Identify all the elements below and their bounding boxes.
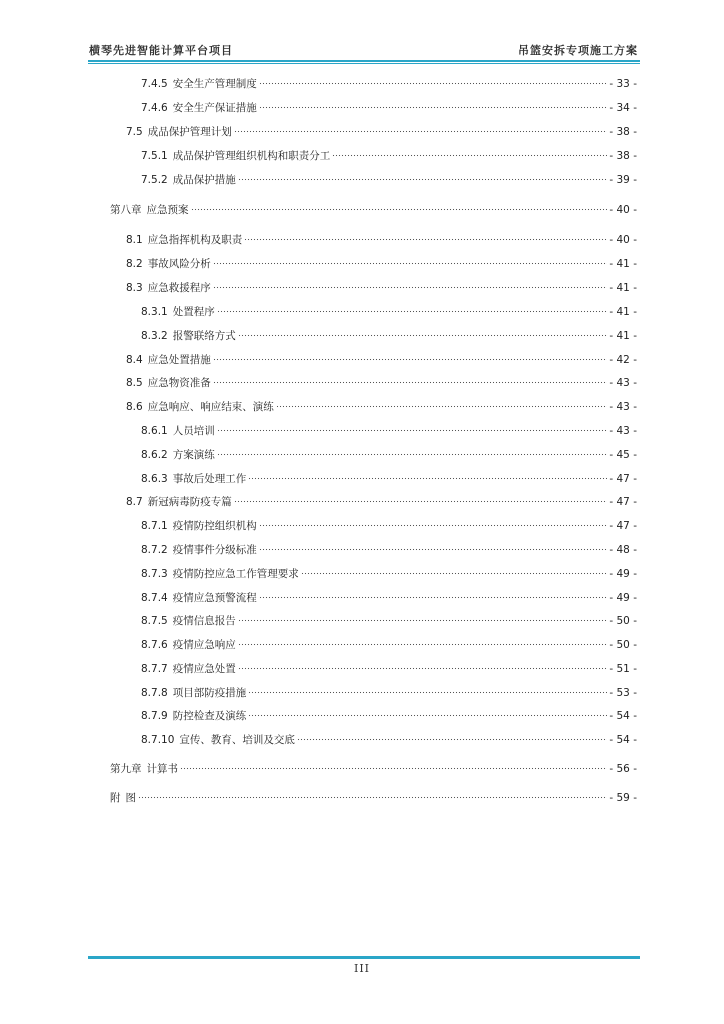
- toc-entry-title: 成品保护管理组织机构和职责分工: [172, 150, 331, 162]
- toc-entry-page: - 48 -: [609, 544, 637, 556]
- toc-entry-number: 7.5.1: [141, 150, 168, 162]
- toc-entry[interactable]: [141, 513, 637, 532]
- toc-dot-leader: [213, 370, 608, 386]
- toc-entry-page: - 54 -: [609, 710, 637, 722]
- toc-entry-page: - 42 -: [609, 354, 637, 366]
- toc-dot-leader: [332, 143, 607, 159]
- toc-dot-leader: [234, 489, 608, 505]
- toc-entry[interactable]: [141, 442, 637, 461]
- toc-entry[interactable]: [141, 537, 637, 556]
- toc-dot-leader: [217, 418, 608, 434]
- toc-entry-number: 8.7.4: [141, 592, 168, 604]
- header-rule-thin: [88, 63, 640, 64]
- toc-entry-number: 8.7.5: [141, 615, 168, 627]
- toc-entry-page: - 40 -: [609, 204, 637, 216]
- toc-entry[interactable]: [126, 119, 637, 138]
- toc-entry-number: 8.1: [126, 234, 143, 246]
- toc-entry-page: - 54 -: [609, 734, 637, 746]
- page-header-left: 横琴先进智能计算平台项目: [89, 44, 233, 57]
- toc-entry-number: 8.5: [126, 377, 143, 389]
- toc-entry-number: 7.5: [126, 126, 143, 138]
- toc-dot-leader: [180, 756, 607, 772]
- toc-entry[interactable]: [126, 251, 637, 270]
- toc-dot-leader: [297, 727, 607, 743]
- toc-entry[interactable]: [141, 680, 637, 699]
- toc-dot-leader: [276, 394, 608, 410]
- toc-entry-title: 安全生产管理制度: [172, 78, 257, 90]
- toc-dot-leader: [248, 703, 607, 719]
- toc-entry-number: 7.5.2: [141, 174, 168, 186]
- footer-rule: [88, 956, 640, 959]
- toc-entry[interactable]: [126, 489, 637, 508]
- toc-entry-number: 8.6: [126, 401, 143, 413]
- toc-entry-title: 疫情应急处置: [172, 663, 236, 675]
- toc-entry-number: 8.7: [126, 496, 143, 508]
- toc-entry-number: 第九章: [110, 763, 142, 775]
- toc-entry[interactable]: [141, 656, 637, 675]
- toc-entry-number: 8.3: [126, 282, 143, 294]
- toc-entry-number: 8.7.3: [141, 568, 168, 580]
- toc-entry[interactable]: [141, 585, 637, 604]
- toc-entry-page: - 56 -: [609, 763, 637, 775]
- toc-entry[interactable]: [141, 71, 637, 90]
- toc-entry[interactable]: [110, 197, 637, 216]
- toc-entry-title: 疫情事件分级标准: [172, 544, 257, 556]
- toc-entry-title: 疫情信息报告: [172, 615, 236, 627]
- toc-entry-title: 方案演练: [172, 449, 215, 461]
- toc-entry-page: - 41 -: [609, 306, 637, 318]
- toc-entry-number: 7.4.5: [141, 78, 168, 90]
- toc-entry-title: 疫情应急响应: [172, 639, 236, 651]
- toc-entry-number: 8.7.6: [141, 639, 168, 651]
- toc-entry-page: - 41 -: [609, 282, 637, 294]
- toc-entry-title: 新冠病毒防疫专篇: [147, 496, 232, 508]
- toc-entry-number: 8.2: [126, 258, 143, 270]
- toc-entry-page: - 53 -: [609, 687, 637, 699]
- toc-entry-page: - 40 -: [609, 234, 637, 246]
- toc-dot-leader: [234, 119, 608, 135]
- toc-entry-page: - 33 -: [609, 78, 637, 90]
- toc-dot-leader: [259, 95, 608, 111]
- toc-entry-number: 8.7.2: [141, 544, 168, 556]
- toc-entry-number: 8.7.8: [141, 687, 168, 699]
- toc-entry[interactable]: [141, 167, 637, 186]
- toc-entry[interactable]: [126, 370, 637, 389]
- toc-dot-leader: [217, 299, 608, 315]
- toc-entry-title: 应急处置措施: [147, 354, 211, 366]
- toc-dot-leader: [217, 442, 608, 458]
- toc-entry-number: 8.7.10: [141, 734, 175, 746]
- toc-entry-number: 第八章: [110, 204, 142, 216]
- toc-entry[interactable]: [110, 785, 637, 804]
- toc-entry-title: 防控检查及演练: [172, 710, 247, 722]
- toc-entry-page: - 50 -: [609, 639, 637, 651]
- toc-dot-leader: [238, 167, 608, 183]
- toc-entry-title: 宣传、教育、培训及交底: [179, 734, 295, 746]
- toc-dot-leader: [213, 347, 608, 363]
- toc-dot-leader: [259, 71, 608, 87]
- toc-dot-leader: [259, 585, 608, 601]
- toc-entry-page: - 41 -: [609, 258, 637, 270]
- toc-entry-title: 疫情防控应急工作管理要求: [172, 568, 299, 580]
- toc-entry-page: - 47 -: [609, 473, 637, 485]
- toc-dot-leader: [238, 656, 608, 672]
- toc-dot-leader: [213, 251, 608, 267]
- toc-entry[interactable]: [141, 299, 637, 318]
- toc-entry[interactable]: [110, 756, 637, 775]
- toc-entry[interactable]: [141, 608, 637, 627]
- toc-entry-title: 安全生产保证措施: [172, 102, 257, 114]
- toc-entry-title: 项目部防疫措施: [172, 687, 247, 699]
- toc-entry-number: 8.6.3: [141, 473, 168, 485]
- toc-dot-leader: [301, 561, 608, 577]
- toc-entry[interactable]: [141, 727, 637, 746]
- toc-entry[interactable]: [141, 418, 637, 437]
- toc-entry[interactable]: [141, 632, 637, 651]
- toc-entry-page: - 49 -: [609, 568, 637, 580]
- toc-dot-leader: [244, 227, 607, 243]
- toc-entry-title: 图: [125, 792, 136, 804]
- toc-entry-number: 7.4.6: [141, 102, 168, 114]
- toc-entry-title: 计算书: [146, 763, 178, 775]
- toc-dot-leader: [138, 785, 607, 801]
- header-rule: [88, 60, 640, 62]
- toc-dot-leader: [238, 608, 608, 624]
- toc-entry-title: 成品保护措施: [172, 174, 236, 186]
- toc-dot-leader: [259, 537, 608, 553]
- toc-dot-leader: [213, 275, 608, 291]
- toc-entry-page: - 47 -: [609, 496, 637, 508]
- toc-entry[interactable]: [126, 347, 637, 366]
- toc-entry-title: 应急预案: [146, 204, 189, 216]
- toc-entry-number: 8.3.1: [141, 306, 168, 318]
- toc-entry-title: 应急指挥机构及职责: [147, 234, 243, 246]
- toc-entry-title: 人员培训: [172, 425, 215, 437]
- toc-dot-leader: [248, 680, 607, 696]
- toc-dot-leader: [238, 323, 608, 339]
- toc-entry-title: 事故后处理工作: [172, 473, 247, 485]
- toc-entry[interactable]: [141, 466, 637, 485]
- toc-entry-number: 8.3.2: [141, 330, 168, 342]
- toc-entry-title: 成品保护管理计划: [147, 126, 232, 138]
- footer-page-number: III: [353, 962, 371, 975]
- toc-entry-page: - 38 -: [609, 150, 637, 162]
- toc-entry-number: 8.7.1: [141, 520, 168, 532]
- toc-entry-page: - 43 -: [609, 401, 637, 413]
- toc-dot-leader: [238, 632, 608, 648]
- toc-entry[interactable]: [141, 143, 637, 162]
- toc-entry[interactable]: [126, 275, 637, 294]
- toc-entry-title: 处置程序: [172, 306, 215, 318]
- toc-entry[interactable]: [126, 394, 637, 413]
- page-header-right: 吊篮安拆专项施工方案: [518, 44, 638, 57]
- toc-entry-page: - 43 -: [609, 425, 637, 437]
- toc-entry[interactable]: [126, 227, 637, 246]
- toc-entry[interactable]: [141, 95, 637, 114]
- toc-entry-page: - 41 -: [609, 330, 637, 342]
- toc-dot-leader: [191, 197, 608, 213]
- toc-entry-title: 应急响应、响应结束、演练: [147, 401, 274, 413]
- toc-entry-number: 8.6.1: [141, 425, 168, 437]
- toc-entry-page: - 50 -: [609, 615, 637, 627]
- toc-entry-page: - 49 -: [609, 592, 637, 604]
- toc-entry-page: - 47 -: [609, 520, 637, 532]
- toc-dot-leader: [259, 513, 608, 529]
- toc-entry-number: 8.7.7: [141, 663, 168, 675]
- toc-entry-title: 应急物资准备: [147, 377, 211, 389]
- toc-entry-page: - 39 -: [609, 174, 637, 186]
- toc-entry-number: 8.4: [126, 354, 143, 366]
- toc-entry-page: - 51 -: [609, 663, 637, 675]
- toc-entry-title: 疫情防控组织机构: [172, 520, 257, 532]
- toc-entry-page: - 45 -: [609, 449, 637, 461]
- toc-entry[interactable]: [141, 561, 637, 580]
- toc-entry-page: - 38 -: [609, 126, 637, 138]
- toc-entry-number: 8.6.2: [141, 449, 168, 461]
- toc-entry-page: - 34 -: [609, 102, 637, 114]
- toc-entry-page: - 59 -: [609, 792, 637, 804]
- toc-entry-title: 疫情应急预警流程: [172, 592, 257, 604]
- toc-entry-title: 报警联络方式: [172, 330, 236, 342]
- toc-dot-leader: [248, 466, 607, 482]
- toc-entry-number: 8.7.9: [141, 710, 168, 722]
- toc-entry-title: 事故风险分析: [147, 258, 211, 270]
- toc-entry[interactable]: [141, 323, 637, 342]
- toc-entry-number: 附: [110, 792, 121, 804]
- toc-entry-page: - 43 -: [609, 377, 637, 389]
- toc-entry-title: 应急救援程序: [147, 282, 211, 294]
- toc-entry[interactable]: [141, 703, 637, 722]
